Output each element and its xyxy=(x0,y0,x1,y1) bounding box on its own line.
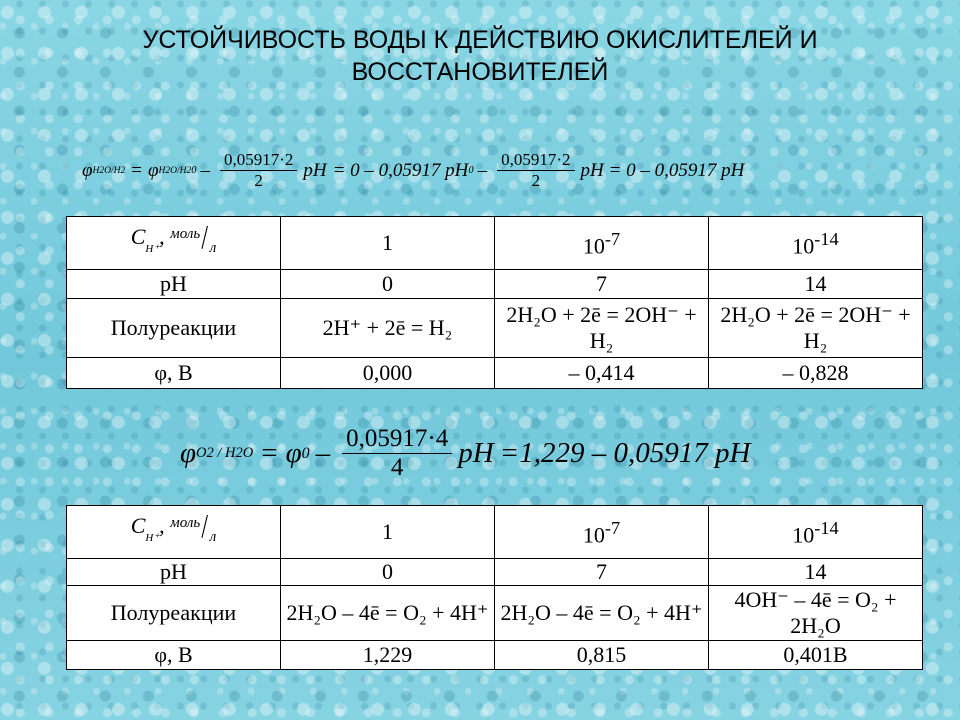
potential-cell: 1,229 xyxy=(281,641,495,670)
fraction-1-denominator: 2 xyxy=(254,171,263,190)
ph-term-2: pH xyxy=(458,437,494,469)
concentration-exponent: -7 xyxy=(604,229,621,250)
concentration-value: 10 xyxy=(792,522,815,548)
ph-cell: 7 xyxy=(495,559,709,586)
ph-row xyxy=(67,270,923,299)
half-reaction-cell: 2H₂O + 2ē = 2OH⁻ + H₂ xyxy=(495,299,709,358)
phi-symbol-4: φ xyxy=(285,437,302,469)
phi0-superscript: 0 xyxy=(301,444,310,462)
phi-symbol-3: φ xyxy=(180,437,197,469)
fraction-1 xyxy=(220,150,297,191)
concentration-exponent: -14 xyxy=(814,229,839,250)
minus-sign: – xyxy=(200,159,210,181)
ph-superscript: 0 xyxy=(468,165,474,176)
ph-cell: 14 xyxy=(709,270,923,299)
phi-subscript-2: H2O/H2 xyxy=(158,165,192,176)
ph-term: pH xyxy=(303,159,327,181)
fraction-3 xyxy=(342,425,452,482)
potential-cell: 0,815 xyxy=(495,641,709,670)
ph-label: pH xyxy=(67,270,281,299)
formula-1-end: pH = 0 – 0,05917 pH xyxy=(580,159,745,181)
half-reaction-cell: 2H₂O – 4ē = O₂ + 4H⁺ xyxy=(495,586,709,641)
potential-row xyxy=(67,358,923,389)
concentration-value: 10 xyxy=(792,233,815,259)
concentration-subscript: H⁺ xyxy=(145,243,160,255)
fraction-2 xyxy=(497,150,574,191)
ph-cell: 0 xyxy=(281,270,495,299)
half-reaction-label: Полуреакции xyxy=(67,299,281,358)
fraction-1-numerator: 0,05917·2 xyxy=(220,150,297,171)
concentration-exponent: -7 xyxy=(604,518,621,539)
concentration-subscript: H⁺ xyxy=(145,532,160,544)
formula-1-middle: = 0 – 0,05917 pH xyxy=(332,159,469,181)
concentration-cell xyxy=(495,506,709,559)
potential-row xyxy=(67,641,923,670)
concentration-cell xyxy=(709,506,923,559)
potential-label: φ, В xyxy=(67,358,281,389)
half-reaction-cell: 2H⁺ + 2ē = H₂ xyxy=(281,299,495,358)
concentration-label: $C_{H^+}$, $^{моль}/_л$ xyxy=(67,217,281,270)
page-title: УСТОЙЧИВОСТЬ ВОДЫ К ДЕЙСТВИЮ ОКИСЛИТЕЛЕЙ И ВОССТАНОВИТЕЛЕЙ xyxy=(142,26,818,86)
concentration-cell xyxy=(709,217,923,270)
concentration-cell xyxy=(281,217,495,270)
phi-symbol: φ xyxy=(82,159,93,181)
half-reaction-row xyxy=(67,299,923,358)
potential-cell: – 0,828 xyxy=(709,358,923,389)
half-reaction-cell: 4OH⁻ – 4ē = O₂ + 2H₂O xyxy=(709,586,923,641)
minus-sign-3: – xyxy=(315,437,331,469)
half-reaction-label: Полуреакции xyxy=(67,586,281,641)
phi-symbol-2: φ xyxy=(147,159,159,181)
equals-sign-2: = xyxy=(261,437,278,469)
ph-label: pH xyxy=(67,559,281,586)
concentration-value: 10 xyxy=(582,522,605,548)
concentration-cell xyxy=(495,217,709,270)
fraction-2-numerator: 0,05917·2 xyxy=(497,150,574,171)
concentration-label: $C_{H^+}$, $^{моль}/_л$ xyxy=(67,506,281,559)
phi-subscript: H2O/H2 xyxy=(92,165,126,176)
concentration-exponent: -14 xyxy=(814,518,839,539)
potential-cell: 0,401В xyxy=(709,641,923,670)
ph-cell: 0 xyxy=(281,559,495,586)
potential-cell: – 0,414 xyxy=(495,358,709,389)
minus-sign-2: – xyxy=(477,159,488,181)
ph-cell: 7 xyxy=(495,270,709,299)
concentration-cell xyxy=(281,506,495,559)
concentration-value: 10 xyxy=(582,233,605,259)
hydrogen-table xyxy=(66,216,923,389)
half-reaction-row xyxy=(67,586,923,641)
unit-mol: моль xyxy=(170,226,201,242)
concentration-symbol: C xyxy=(130,513,146,538)
phi-superscript: 0 xyxy=(191,165,197,176)
concentration-row xyxy=(67,217,923,270)
fraction-3-numerator: 0,05917·4 xyxy=(342,425,452,454)
concentration-value: 1 xyxy=(382,519,393,544)
formula-2-end: =1,229 – 0,05917 pH xyxy=(499,437,751,469)
phi-subscript-3: O2 / H2O xyxy=(196,445,254,461)
equals-sign: = xyxy=(131,159,142,181)
unit-l: л xyxy=(209,529,217,545)
unit-mol: моль xyxy=(170,515,201,531)
fraction-3-denominator: 4 xyxy=(390,454,404,481)
ph-row xyxy=(67,559,923,586)
oxygen-potential-formula xyxy=(180,425,750,482)
concentration-symbol: C xyxy=(130,224,146,249)
concentration-row xyxy=(67,506,923,559)
concentration-value: 1 xyxy=(382,230,393,255)
half-reaction-cell: 2H₂O – 4ē = O₂ + 4H⁺ xyxy=(281,586,495,641)
half-reaction-cell: 2H₂O + 2ē = 2OH⁻ + H₂ xyxy=(709,299,923,358)
ph-cell: 14 xyxy=(709,559,923,586)
potential-cell: 0,000 xyxy=(281,358,495,389)
oxygen-table xyxy=(66,505,923,670)
unit-l: л xyxy=(209,240,217,256)
hydrogen-potential-formula xyxy=(82,150,744,191)
potential-label: φ, В xyxy=(67,641,281,670)
fraction-2-denominator: 2 xyxy=(531,171,541,190)
